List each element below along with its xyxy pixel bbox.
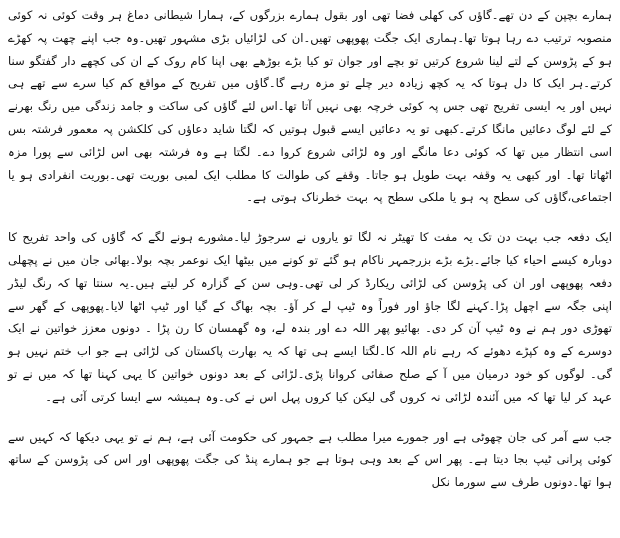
paragraph-1: ہمارے بچپن کے دن تھے۔گاؤں کی کھلی فضا تھی اور بقول ہمارے بزرگوں کے، ہمارا شیطانی دماغ ہر وقت کوئی نہ کوئی منصوبہ ترتیب دے رہا ہوتا تھا۔ہماری ایک جگت پھوپھی تھیں۔ان کی لڑائیاں بڑی مشہور تھیں۔وہ جب اپنے چھت پہ کھڑے ہو کے پڑوسن کے لتے لینا شروع کرتیں تو بچے اور جوان تو کیا بڑے بوڑھے بھی اپنا کام روک کے ان کی کچھے دار گفتگو سنا کرتے۔ہر ایک کا دل ہوتا کہ یہ کچھ زیادہ دیر چلے تو مزہ رہے گا۔گاؤں میں تفریح کے مواقع کم کیا سرے سے تھے ہی نہیں اور یہ ایسی تفریح تھی جس پہ کوئی خرچہ بھی نہیں آتا تھا۔اس لئے گاؤں کی ساکت و جامد زندگی میں رنگ بھرنے کے لئے لوگ دعائیں مانگا کرتے۔کبھی تو یہ دعائیں ایسے قبول ہوتیں کہ لگتا شاید دعاؤں کی کلکشن پہ معمور فرشتہ بس اسی انتظار میں تھا کہ کوئی دعا مانگے اور وہ لڑائی شروع کروا دے۔ لگتا ہے وہ فرشتہ بھی اس لڑائی سے پورا مزہ اٹھاتا تھا۔ اور کبھی یہ وقفہ بہت طویل ہو جاتا۔ وقفے کی طوالت کا مطلب ایک لمبی بوریت تھی۔بوریت انفرادی ہو یا اجتماعی،گاؤں کی سطح پہ ہو یا ملکی سطح پہ بہت خطرناک ہوتی ہے۔ [8,8,612,205]
paragraph-2: ایک دفعہ جب بہت دن تک یہ مفت کا تھیٹر نہ لگا تو یاروں نے سرجوڑ لیا۔مشورے ہونے لگے کہ گاؤں کی واحد تفریح کا دوبارہ کیسے احیاء کیا جائے۔بڑے بڑے بزرجمہر ناکام ہو گئے تو کونے میں بیٹھا ایک نوعمر بچہ بولا۔بھائی جان میں نے پچھلی دفعہ پھوپھی اور ان کی پڑوسن کی لڑائی ریکارڈ کر لی تھی۔وہی سن کے گزارہ کر لیتے ہیں۔یہ سنتا تھا کہ رنگ لیڈر اپنی جگہ سے اچھل پڑا۔کہنے لگا جاؤ اور فوراً وہ ٹیپ لے کر آؤ۔ بچہ بھاگ کے گیا اور ٹیپ اٹھا لایا۔پھوپھی کے گھر سے تھوڑی دور ہم نے وہ ٹیپ آن کر دی۔ بھائیو پھر اللہ دے اور بندہ لے، وہ گھمسان کا رن پڑا ۔ دونوں معزز خواتین نے ایک دوسرے کے وہ کپڑے دھوئے کہ رہے نام اللہ کا۔لگتا ایسے ہی تھا کہ یہ بھارت پاکستان کی لڑائی ہے جو اب ختم نہیں ہو گی۔ لوگوں کو خود درمیان میں آ کے صلح صفائی کروانا پڑی۔لڑائی کے بعد دونوں خواتین کا یہی کہنا تھا کہ میں نے تو عہد کر لیا تھا کہ میں آئندہ لڑائی نہ کروں گی لیکن کیا کروں پہل اس نے کی۔وہ ہمیشہ سے ایسا کرتی آئی ہے۔ [8,230,612,404]
paragraph-3: جب سے آمر کی جان چھوٹی ہے اور جمورے میرا مطلب ہے جمہور کی حکومت آئی ہے، ہم نے تو یہی دیکھا کہ کہیں سے کوئی پرانی ٹیپ بجا دیتا ہے۔ پھر اس کے بعد وہی ہوتا ہے جو ہمارے پنڈ کی جگت پھوپھی اور اس کی پڑوسن کے ساتھ ہوا تھا۔دونوں طرف سے سورما نکل [8,429,612,490]
